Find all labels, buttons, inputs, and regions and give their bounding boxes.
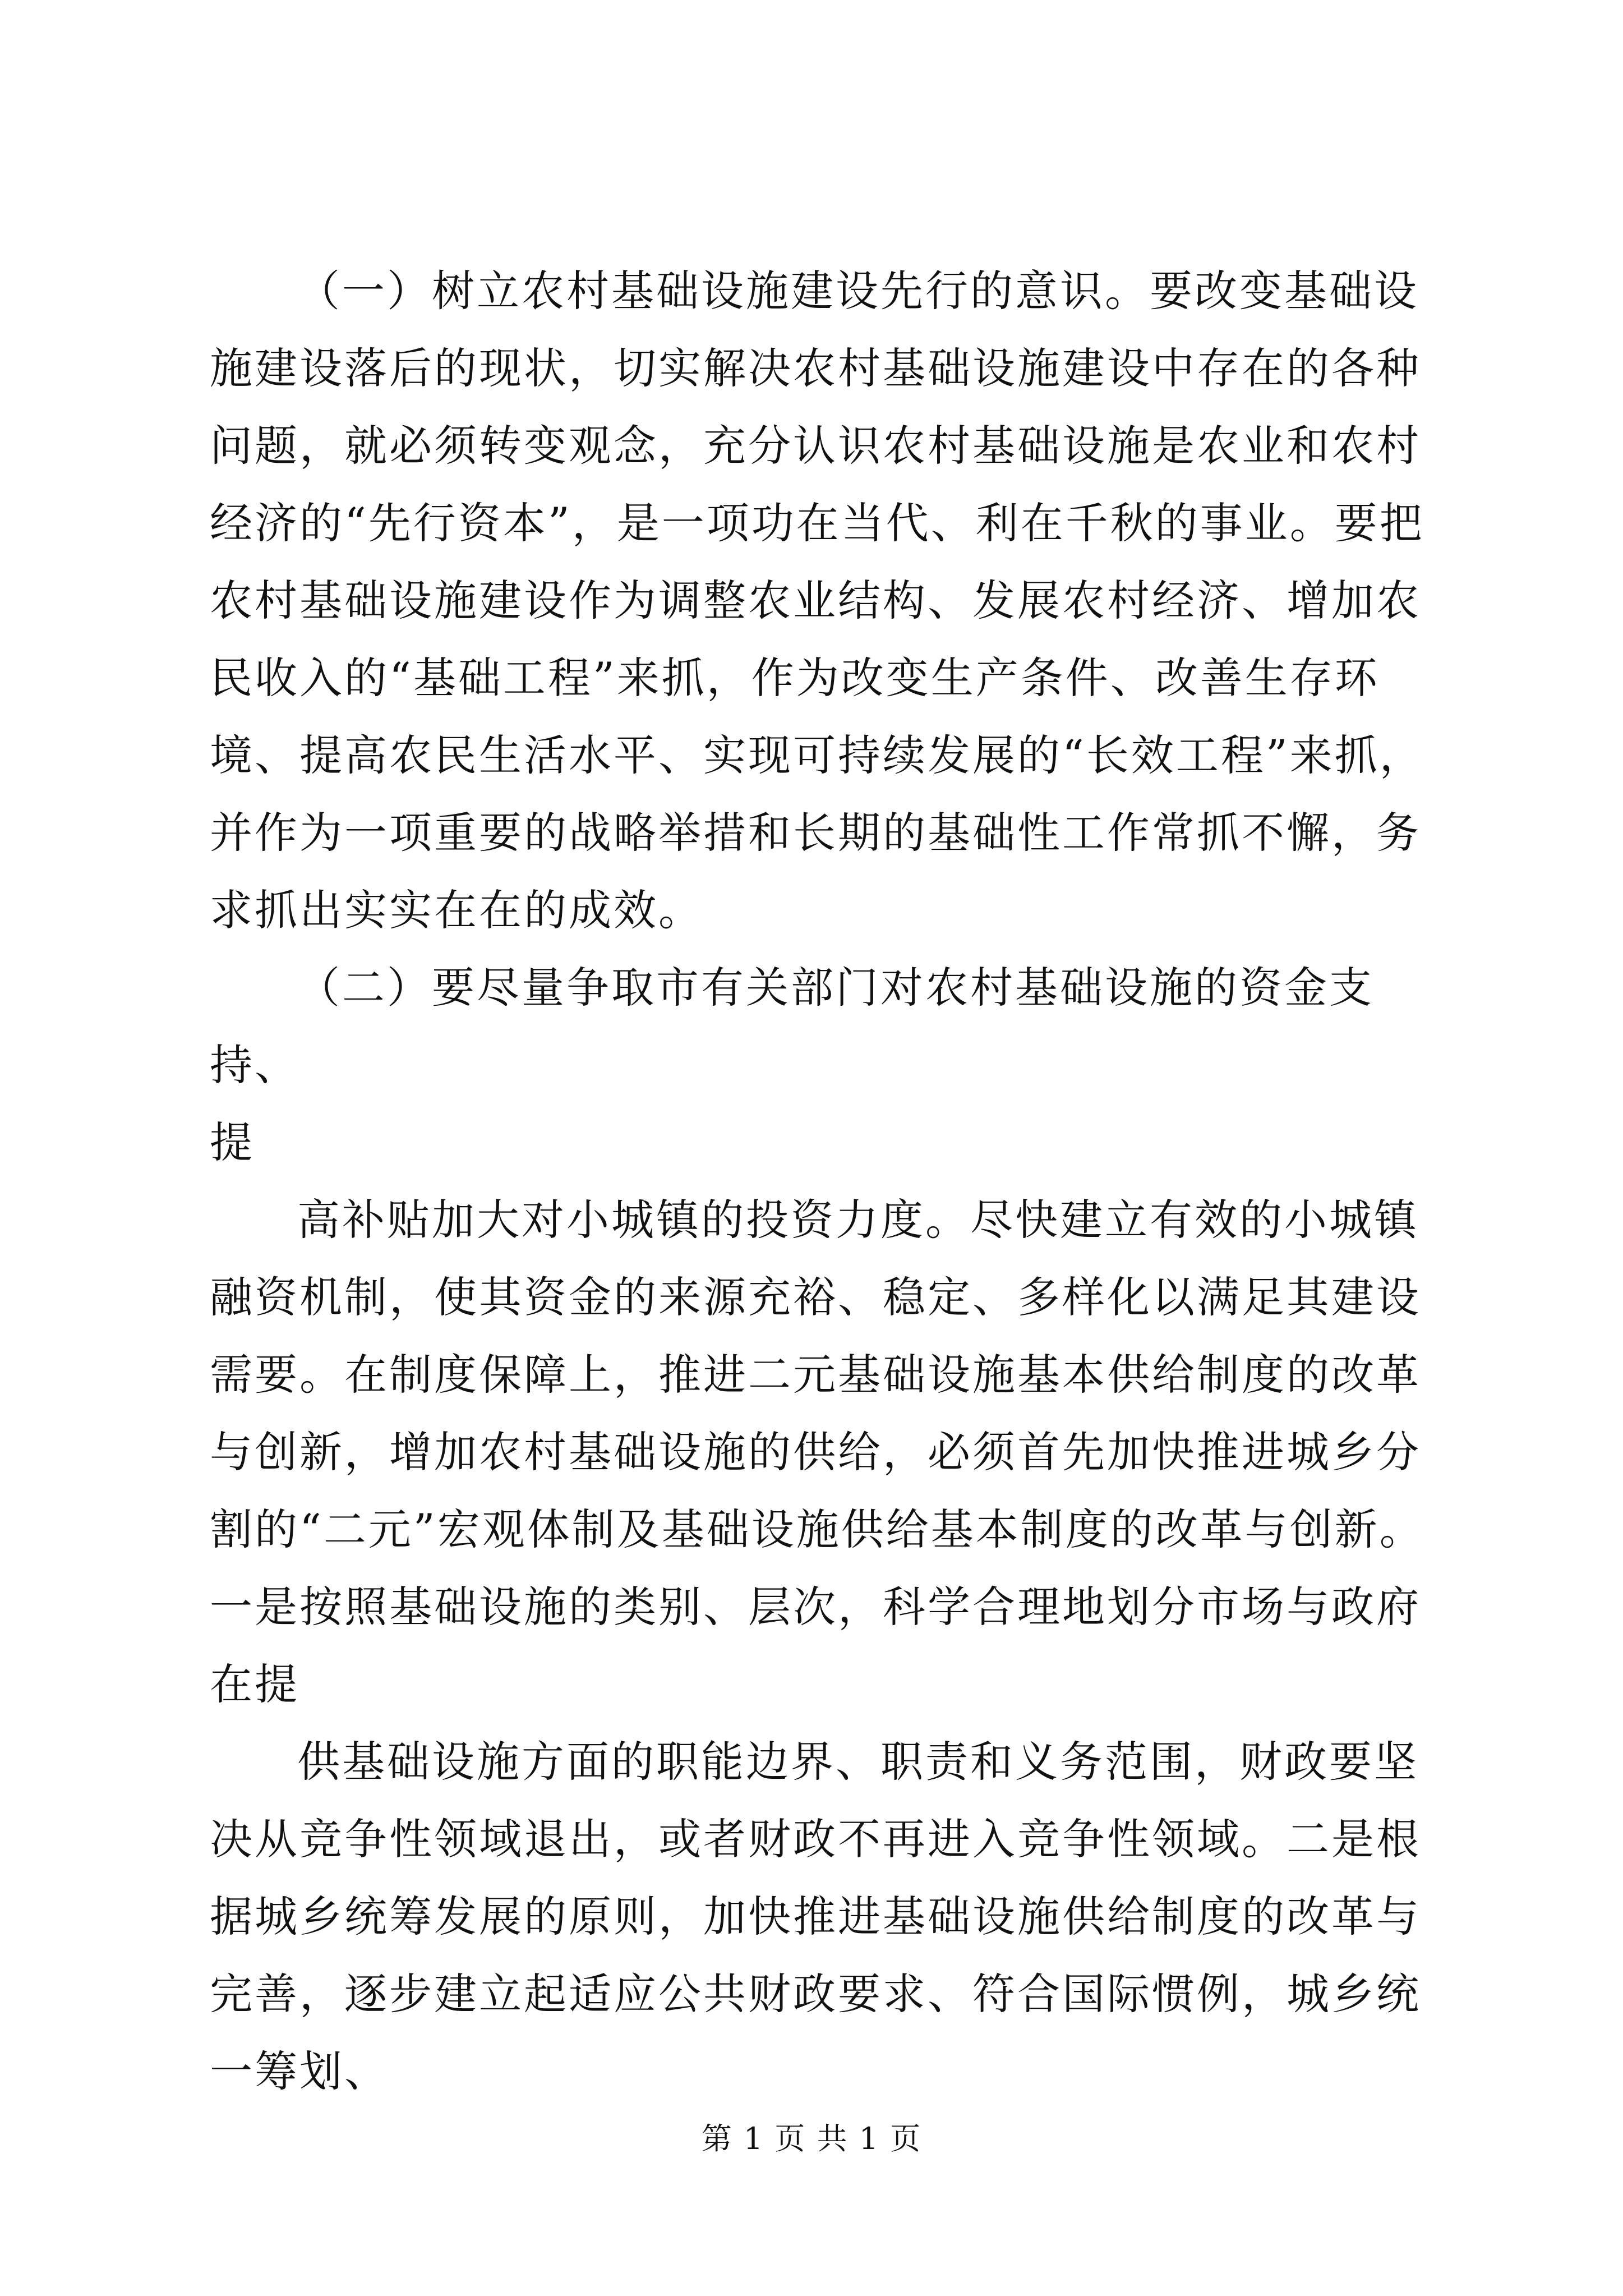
paragraph-3: 提 [210, 1117, 255, 1167]
page-number-footer: 第 1 页 共 1 页 [701, 2121, 922, 2156]
paragraph-2: （二）要尽量争取市有关部门对农村基础设施的资金支持、 [210, 963, 1374, 1090]
document-body [210, 252, 1444, 2110]
paragraph-4: 高补贴加大对小城镇的投资力度。尽快建立有效的小城镇融资机制，使其资金的来源充裕、稳定、多样化以满足其建设需要。在制度保障上，推进二元基础设施基本供给制度的改革与创新，增加农村基础设施的供给，必须首先加快推进城乡分割的“二元”宏观体制及基础设施供给基本制度的改革与创新。一是按照基础设施的类别、层次，科学合理地划分市场与政府在提 [210, 1195, 1424, 1709]
paragraph-1: （一）树立农村基础设施建设先行的意识。要改变基础设施建设落后的现状，切实解决农村基础设施建设中存在的各种问题，就必须转变观念，充分认识农村基础设施是农业和农村经济的“先行资本”，是一项功在当代、利在千秋的事业。要把农村基础设施建设作为调整农业结构、发展农村经济、增加农民收入的“基础工程”来抓，作为改变生产条件、改善生存环境、提高农民生活水平、实现可持续发展的“长效工程”来抓，并作为一项重要的战略举措和长期的基础性工作常抓不懈，务求抓出实实在在的成效。 [210, 266, 1424, 935]
paragraph-5: 供基础设施方面的职能边界、职责和义务范围，财政要坚决从竞争性领域退出，或者财政不再进入竞争性领域。二是根据城乡统筹发展的原则，加快推进基础设施供给制度的改革与完善，逐步建立起适应公共财政要求、符合国际惯例，城乡统一筹划、 [210, 1737, 1421, 2096]
